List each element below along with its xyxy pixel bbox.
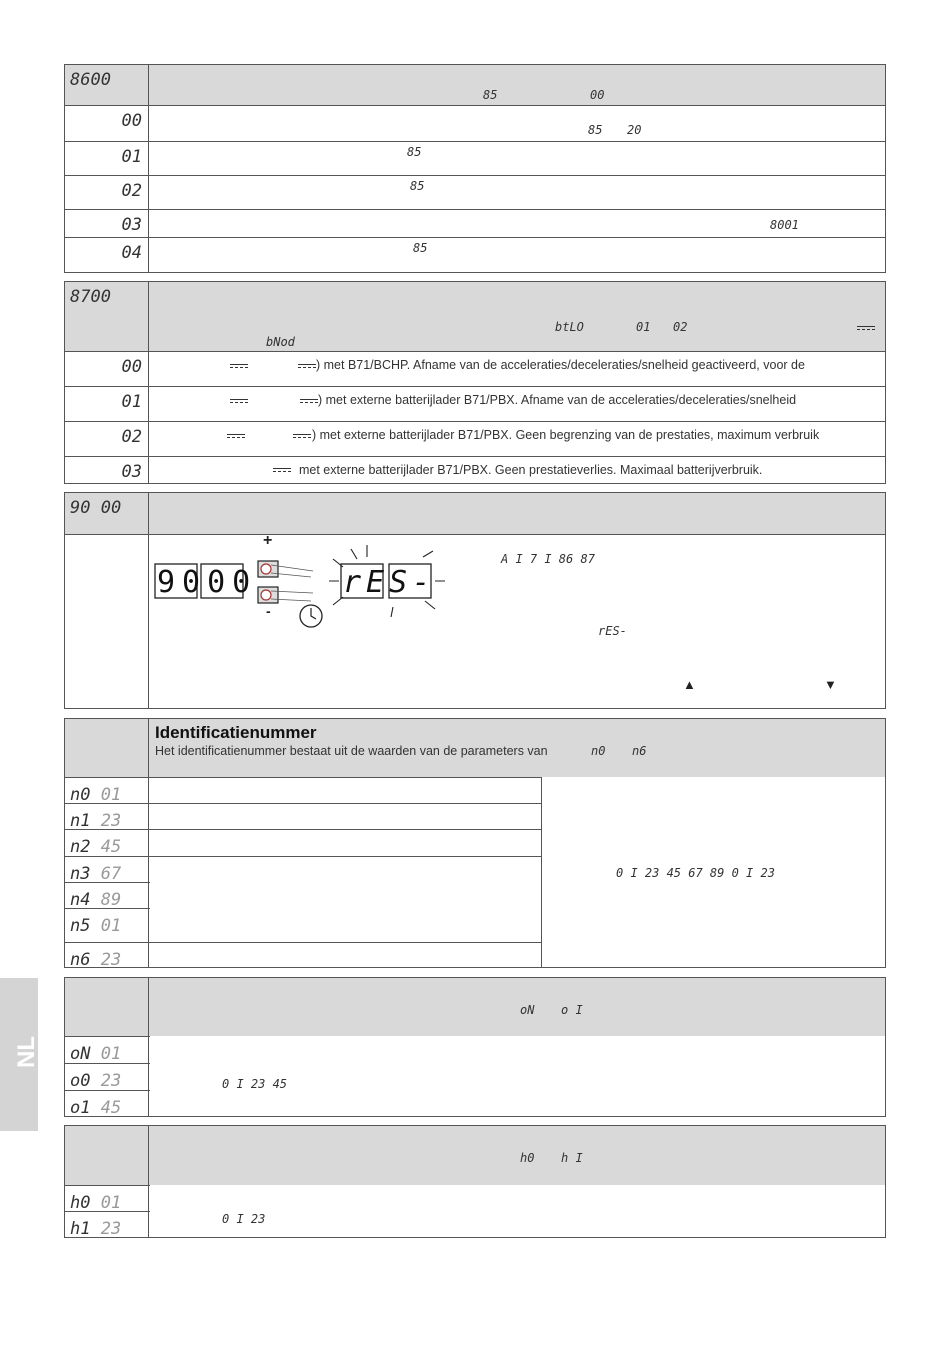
seg-value: btLO [555, 320, 584, 334]
minus-label: - [266, 603, 271, 619]
dc-symbol-icon [227, 434, 245, 440]
param-code: h0 01 [65, 1186, 149, 1211]
param-code: n2 45 [65, 830, 149, 856]
param-code: o0 23 [65, 1064, 149, 1090]
dc-symbol-icon [293, 434, 311, 440]
param-code-empty [65, 978, 149, 1036]
row-text: ) met externe batterijlader B71/PBX. Afname van de acceleraties/deceleraties/snelheid [318, 393, 797, 407]
param-code: 01 [65, 142, 149, 175]
display-left: 9000 [157, 565, 258, 600]
table-row [65, 1063, 150, 1090]
table-h [64, 1125, 886, 1238]
arrow-down-icon: ▼ [824, 677, 837, 692]
seg-value: oN [520, 1003, 535, 1017]
param-code: 01 [65, 387, 149, 421]
table-row [65, 141, 885, 175]
param-code: 02 [65, 422, 149, 456]
param-code: 8600 [65, 65, 149, 105]
seg-value: n0 [591, 744, 606, 758]
seg-value: 85 [413, 241, 428, 255]
table-row [65, 1036, 150, 1063]
table-row [65, 456, 885, 483]
dc-symbol-icon [857, 326, 875, 332]
param-code: o1 45 [65, 1091, 149, 1116]
param-code-empty [65, 535, 149, 708]
seg-value: 01 [636, 320, 651, 334]
param-code: n6 23 [65, 943, 149, 967]
seg-value: 20 [627, 123, 642, 137]
table-header [65, 65, 885, 105]
table-9000 [64, 492, 886, 709]
table-8700 [64, 281, 886, 484]
seg-example: 0 I 23 [222, 1212, 266, 1226]
seg-value: 8001 [770, 218, 799, 232]
table-row [65, 421, 885, 456]
dc-symbol-icon [273, 468, 291, 474]
dc-symbol-icon [230, 399, 248, 405]
table-row [65, 1185, 150, 1211]
seg-value: 00 [590, 88, 605, 102]
param-code-empty [65, 1126, 149, 1185]
table-header [65, 282, 885, 351]
plus-label: + [263, 532, 273, 549]
row-text: ) met B71/BCHP. Afname van de acceleraties/deceleraties/snelheid geactiveerd, voor de [316, 358, 805, 372]
table-row [65, 105, 885, 141]
seg-value: h I [561, 1151, 583, 1165]
seg-value: o I [561, 1003, 583, 1017]
table-ident [64, 718, 886, 968]
row-text: met externe batterijlader B71/PBX. Geen prestatieverlies. Maximaal batterijverbruik. [299, 463, 763, 477]
table-row [65, 351, 885, 386]
table-row [65, 209, 885, 237]
param-code: n1 23 [65, 804, 149, 829]
table-header [65, 1126, 885, 1185]
seg-value: rES- [598, 624, 627, 638]
param-code: 04 [65, 238, 149, 272]
table-header [65, 493, 885, 534]
param-code-empty [65, 719, 149, 777]
language-tab [0, 978, 38, 1131]
table-row [65, 803, 542, 829]
table-row [65, 777, 542, 803]
param-code: h1 23 [65, 1212, 149, 1237]
seg-value: 85 [588, 123, 603, 137]
param-code: n4 89 [65, 883, 149, 908]
row-text: ) met externe batterijlader B71/PBX. Geen begrenzing van de prestaties, maximum verbruik [312, 428, 820, 442]
param-code: 02 [65, 176, 149, 209]
param-code: 03 [65, 457, 149, 483]
param-code: n0 01 [65, 778, 149, 803]
seg-value: 85 [407, 145, 422, 159]
table-row [65, 1211, 150, 1237]
seg-value: bNod [266, 335, 295, 349]
param-code: 00 [65, 106, 149, 141]
param-code: n5 01 [65, 909, 149, 942]
param-code: n3 67 [65, 857, 149, 882]
dc-symbol-icon [298, 364, 316, 370]
language-label: NL [13, 1036, 40, 1068]
table-row [65, 856, 542, 882]
table-row [65, 908, 150, 942]
table-header [65, 978, 885, 1036]
section-title: Identificatienummer [155, 723, 317, 742]
table-row [65, 829, 542, 856]
dc-symbol-icon [230, 364, 248, 370]
param-code: 8700 [65, 282, 149, 351]
table-row [65, 237, 885, 272]
section-subtitle: Het identificatienummer bestaat uit de waarden van de parameters van [155, 744, 548, 758]
param-code: 00 [65, 352, 149, 386]
seg-value: 02 [673, 320, 688, 334]
seg-value: 85 [483, 88, 498, 102]
table-8600 [64, 64, 886, 273]
table-header [65, 719, 885, 777]
table-row [65, 175, 885, 209]
seg-value: 85 [410, 179, 425, 193]
table-row [65, 882, 150, 908]
seg-example: 0 I 23 45 [222, 1077, 288, 1091]
arrow-up-icon: ▲ [683, 677, 696, 692]
param-code: 90 00 [65, 493, 149, 534]
seg-value: h0 [520, 1151, 535, 1165]
seg-value: A I 7 I 86 87 [501, 552, 595, 566]
seg-value: n6 [632, 744, 647, 758]
param-code: 03 [65, 210, 149, 237]
table-row [65, 1090, 150, 1116]
dc-symbol-icon [300, 399, 318, 405]
ident-example: 0 I 23 45 67 89 0 I 23 [616, 866, 775, 880]
table-row [65, 942, 542, 970]
display-right: rES- [343, 565, 436, 600]
table-on [64, 977, 886, 1117]
param-code: oN 01 [65, 1037, 149, 1063]
table-row [65, 534, 885, 708]
table-row [65, 386, 885, 421]
